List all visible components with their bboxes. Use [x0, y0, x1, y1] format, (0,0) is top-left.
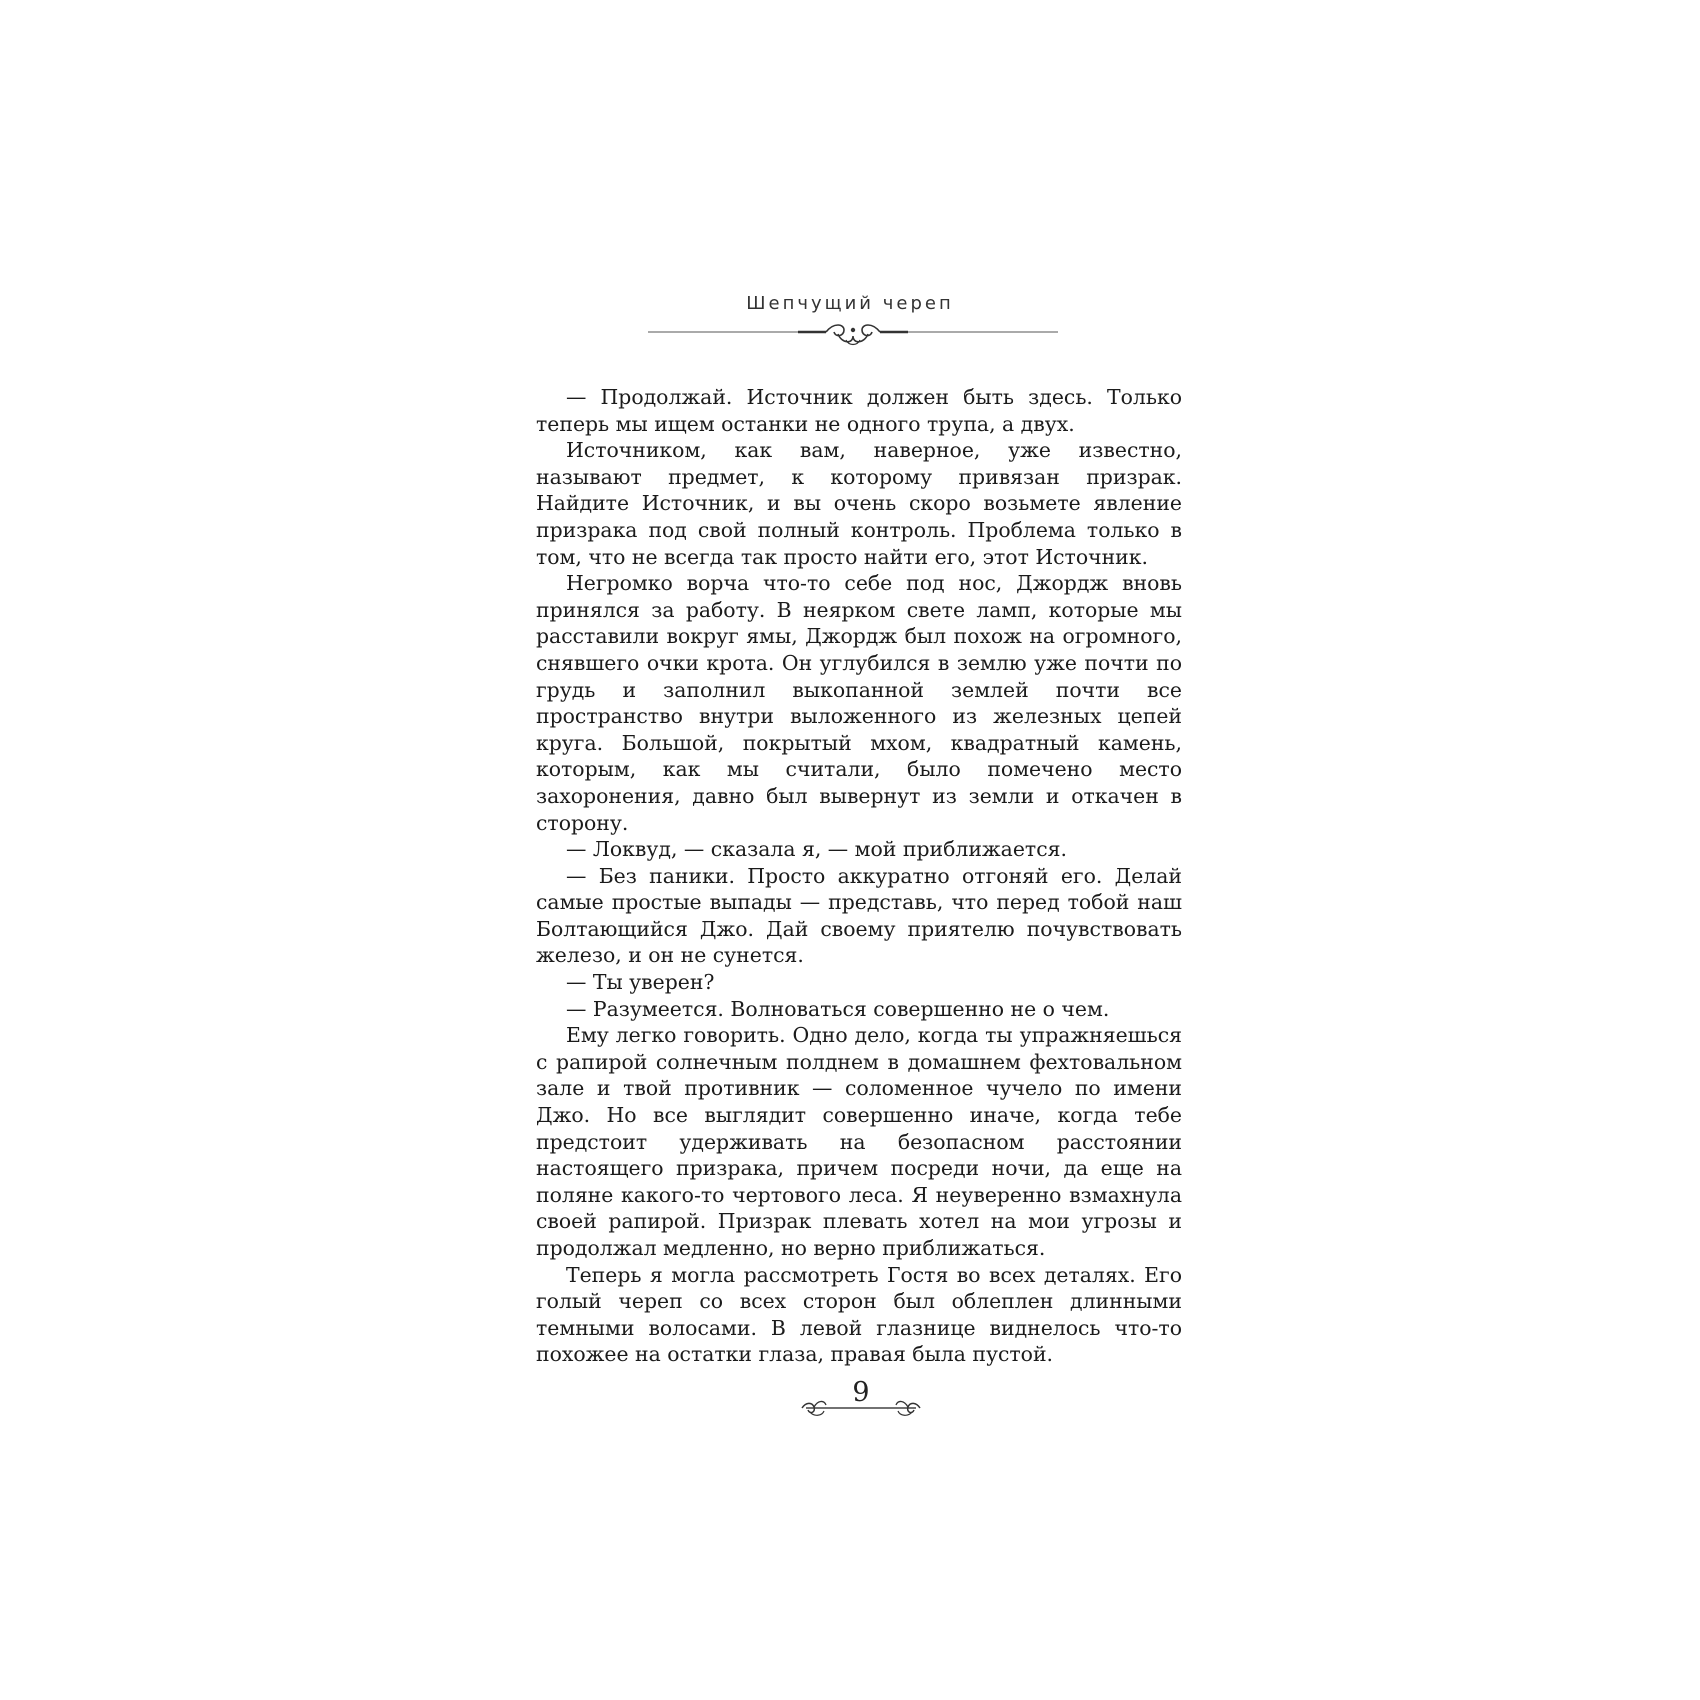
paragraph: Ему легко говорить. Одно дело, когда ты упражняешься с рапирой солнечным полднем в домашнем фехтовальном зале и твой противник — соломенное чучело по имени Джо. Но все выглядит совершенно иначе, когда тебе предстоит удерживать на безопасном расстоянии настоящего призрака, причем посреди ночи, да еще на поляне какого-то чертового леса. Я неуверенно взмахнула своей рапирой. Призрак плевать хотел на мои угрозы и продолжал медленно, но верно приближаться.: [536, 1023, 1182, 1260]
paragraph: — Продолжай. Источник должен быть здесь. Только теперь мы ищем останки не одного трупа, а двух.: [536, 385, 1182, 436]
paragraph: — Ты уверен?: [566, 970, 715, 995]
flourish-ornament-icon: [648, 318, 1058, 348]
paragraph: — Без паники. Просто аккуратно отгоняй его. Делай самые простые выпады — представь, что перед тобой наш Болтающийся Джо. Дай своему приятелю почувствовать железо, и он не сунется.: [536, 863, 1182, 968]
paragraph: Источником, как вам, наверное, уже известно, называют предмет, к которому привязан призрак. Найдите Источник, и вы очень скоро возьмете явление призрака под свой полный контроль. Проблема только в том, что не всегда так просто найти его, этот Источник.: [536, 438, 1182, 569]
paragraph: — Локвуд, — сказала я, — мой приближается.: [566, 837, 1067, 862]
paragraph: Теперь я могла рассмотреть Гостя во всех деталях. Его голый череп со всех сторон был облеплен длинными темными волосами. В левой глазнице виднелось что-то похожее на остатки глаза, правая была пустой.: [536, 1262, 1182, 1367]
body-text: [536, 384, 1182, 1368]
paragraph: Негромко ворча что-то себе под нос, Джордж вновь принялся за работу. В неярком свете ламп, которые мы расставили вокруг ямы, Джордж был похож на огромного, снявшего очки крота. Он углубился в землю уже почти по грудь и заполнил выкопанной землей почти все пространство внутри выложенного из железных цепей круга. Большой, покрытый мхом, квадратный камень, которым, как мы считали, было помечено место захоронения, давно был вывернут из земли и откачен в сторону.: [536, 571, 1182, 835]
page-folio: [800, 1378, 922, 1418]
running-title: Шепчущий череп: [746, 293, 954, 314]
paragraph: — Разумеется. Волноваться совершенно не о чем.: [566, 996, 1110, 1021]
page-number: 9: [852, 1377, 870, 1408]
